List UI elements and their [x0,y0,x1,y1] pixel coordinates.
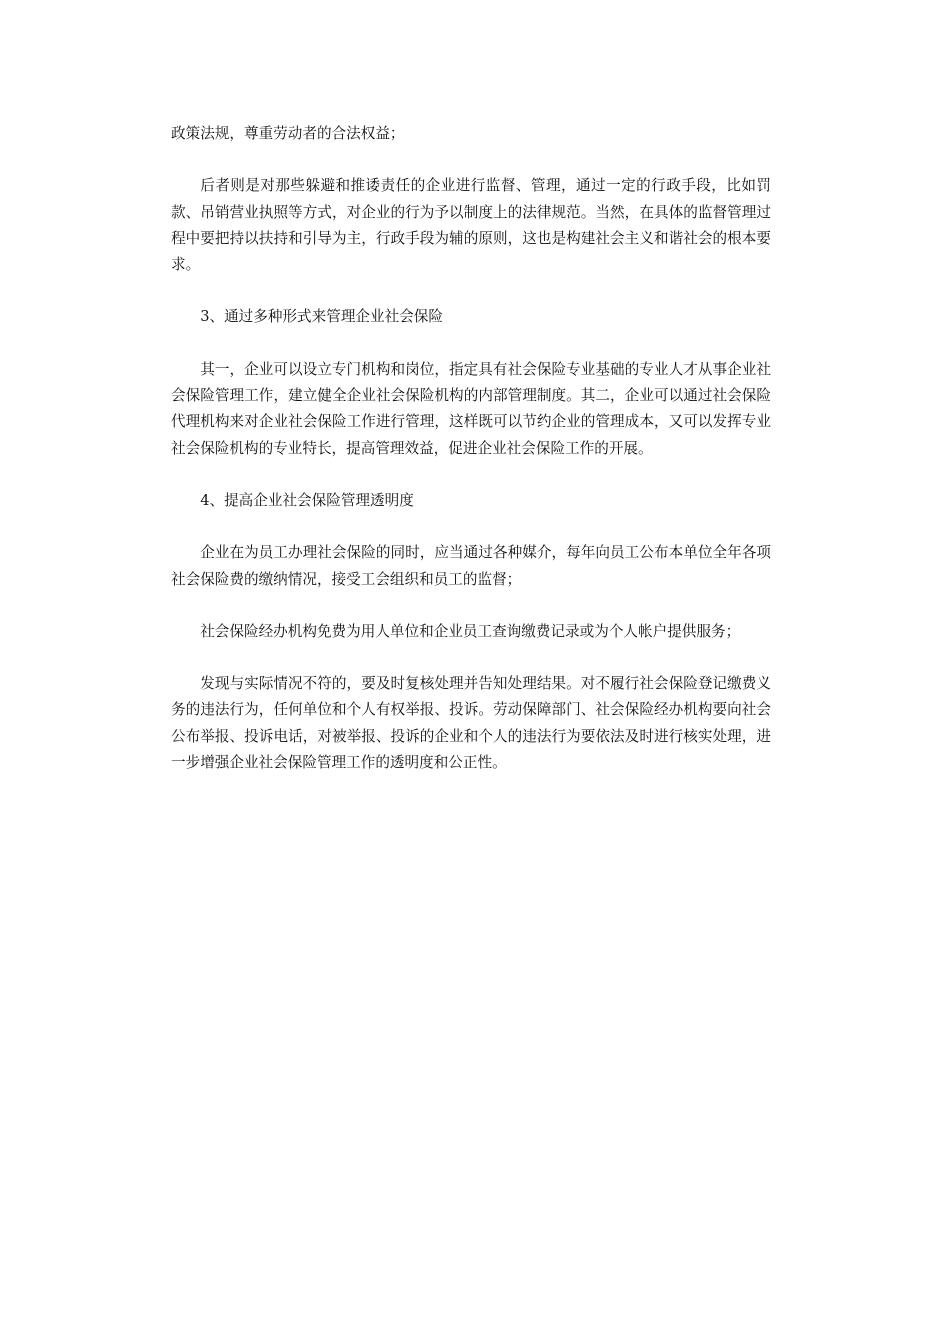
paragraph-disclosure: 企业在为员工办理社会保险的同时，应当通过各种媒介，每年向员工公布本单位全年各项社会保险费的缴纳情况，接受工会组织和员工的监督； [171,544,771,588]
paragraph-management-forms: 其一，企业可以设立专门机构和岗位，指定具有社会保险专业基础的专业人才从事企业社会保险管理工作，建立健全企业社会保险机构的内部管理制度。其二，企业可以通过社会保险代理机构来对企业社会保险工作进行管理，这样既可以节约企业的管理成本，又可以发挥专业社会保险机构的专业特长，提高管理效益，促进企业社会保险工作的开展。 [171,360,771,457]
paragraph-continuation: 政策法规，尊重劳动者的合法权益； [171,125,405,142]
document-body [171,121,771,802]
section-heading-4: 4、提高企业社会保险管理透明度 [200,491,414,509]
section-heading-3: 3、通过多种形式来管理企业社会保险 [200,308,443,326]
paragraph-query-service: 社会保险经办机构免费为用人单位和企业员工查询缴费记录或为个人帐户提供服务； [200,622,741,640]
paragraph-supervision: 后者则是对那些躲避和推诿责任的企业进行监督、管理，通过一定的行政手段，比如罚款、吊销营业执照等方式，对企业的行为予以制度上的法律规范。当然，在具体的监督管理过程中要把持以扶持和引导为主，行政手段为辅的原则，这也是构建社会主义和谐社会的根本要求。 [171,177,771,274]
paragraph-reporting: 发现与实际情况不符的，要及时复核处理并告知处理结果。对不履行社会保险登记缴费义务的违法行为，任何单位和个人有权举报、投诉。劳动保障部门、社会保险经办机构要向社会公布举报、投诉电话，对被举报、投诉的企业和个人的违法行为要依法及时进行核实处理，进一步增强企业社会保险管理工作的透明度和公正性。 [171,675,771,772]
